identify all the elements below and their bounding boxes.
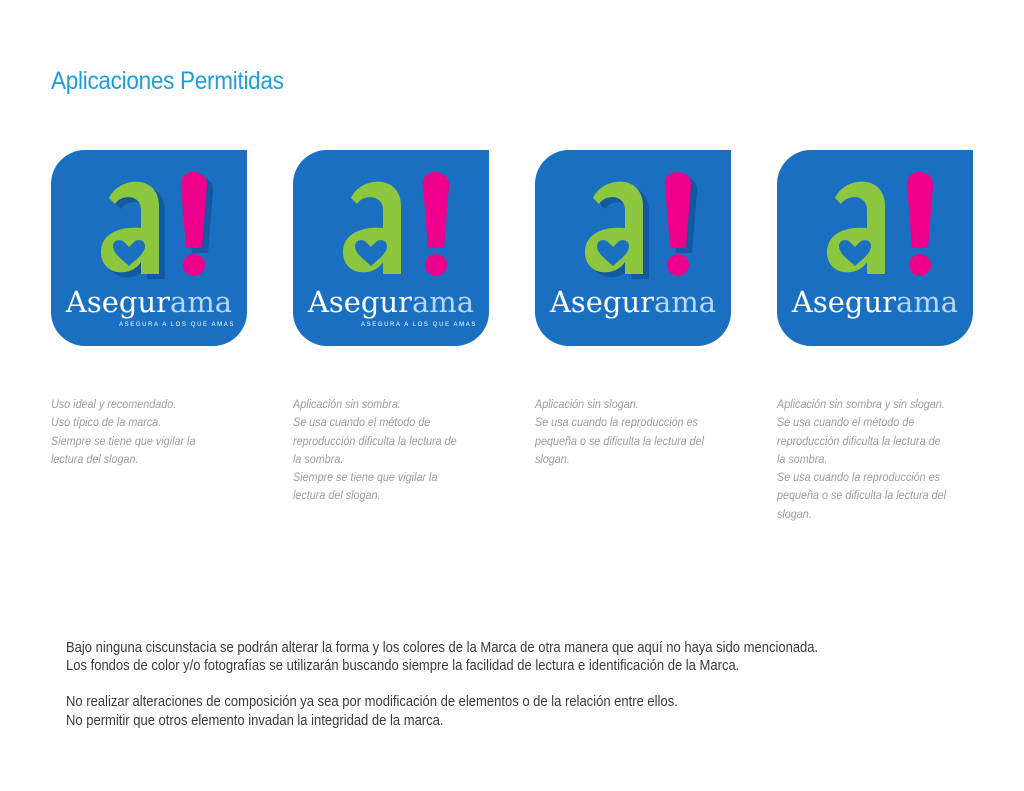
rule-text: No permitir que otros elemento invadan la integridad de la marca. bbox=[66, 712, 444, 729]
logo-graphic bbox=[777, 150, 973, 346]
wordmark: Asegurama bbox=[307, 285, 475, 319]
brand-logo bbox=[777, 150, 973, 346]
wordmark: Asegurama bbox=[791, 285, 959, 319]
variant-no-slogan bbox=[535, 150, 735, 469]
brand-logo bbox=[535, 150, 731, 346]
variant-no-shadow-no-slogan bbox=[777, 150, 977, 524]
wordmark: Asegurama bbox=[65, 285, 233, 319]
rule-text: Bajo ninguna ciscunstacia se podrán alterar la forma y los colores de la Marca de otra manera que aquí no haya sido mencionada. bbox=[66, 640, 819, 656]
page-title: Aplicaciones Permitidas bbox=[51, 66, 284, 95]
slogan: ASEGURA A LOS QUE AMAS bbox=[361, 322, 477, 328]
rule-text: Los fondos de color y/o fotografías se utilizarán buscando siempre la facilidad de lectura e identificación de la Marca. bbox=[66, 658, 740, 675]
variant-description: Uso ideal y recomendado. Uso típico de la marca. Siempre se tiene que vigilar la lectura del slogan. bbox=[51, 398, 196, 466]
brand-logo bbox=[51, 150, 247, 346]
variant-description: Aplicación sin sombra y sin slogan. Se usa cuando el método de reproducción dificulta la lectura de la sombra. Se usa cuando la reproducción es pequeña o se dificulta la lectura del slogan. bbox=[777, 398, 947, 521]
variant-no-shadow bbox=[293, 150, 493, 506]
brand-logo bbox=[293, 150, 489, 346]
variant-shadow-slogan bbox=[51, 150, 251, 469]
variant-description: Aplicación sin slogan. Se usa cuando la reproducción es pequeña o se dificulta la lectura del slogan. bbox=[535, 398, 705, 466]
variant-description: Aplicación sin sombra. Se usa cuando el método de reproducción dificulta la lectura de la sombra. Siempre se tiene que vigilar la lectura del slogan. bbox=[293, 398, 457, 503]
wordmark: Asegurama bbox=[549, 285, 717, 319]
usage-rules bbox=[66, 639, 893, 730]
logo-graphic bbox=[51, 150, 247, 346]
logo-graphic bbox=[535, 150, 731, 346]
slogan: ASEGURA A LOS QUE AMAS bbox=[119, 322, 235, 328]
logo-graphic bbox=[293, 150, 489, 346]
rule-text: No realizar alteraciones de composición ya sea por modificación de elementos o de la relación entre ellos. bbox=[66, 694, 678, 711]
